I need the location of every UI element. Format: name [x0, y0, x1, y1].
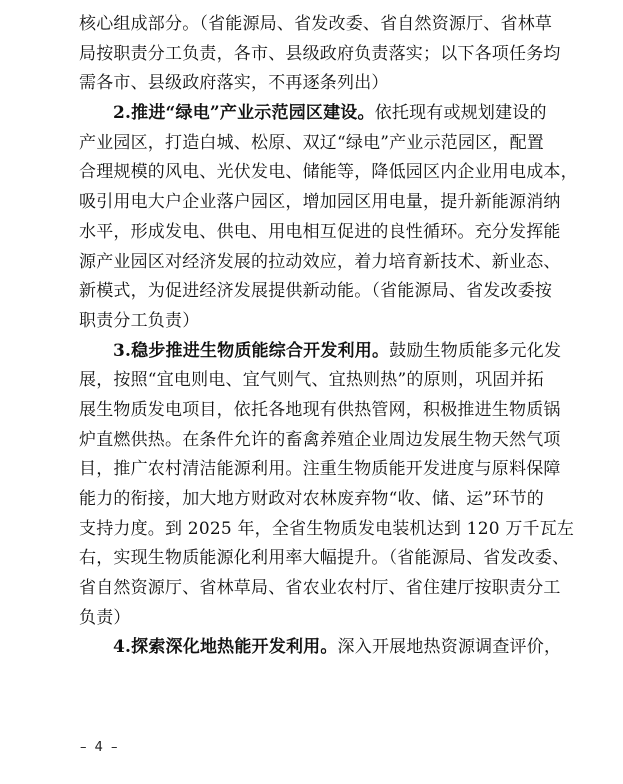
body-text: 合理规模的风电、光伏发电、储能等，降低园区内企业用电成本，: [79, 162, 578, 183]
text-line: [79, 485, 559, 515]
text-line: [79, 366, 559, 396]
text-line: [79, 10, 559, 40]
section-title: 3.稳步推进生物质能综合开发利用。: [113, 340, 390, 361]
body-text: 吸引用电大户企业落户园区，增加园区用电量，提升新能源消纳: [79, 192, 561, 213]
text-line: [79, 396, 559, 426]
document-page: [79, 10, 578, 663]
text-line: [79, 426, 559, 456]
body-text: 鼓励生物质能多元化发: [389, 340, 562, 361]
text-line: [79, 604, 559, 634]
body-text: 目，推广农村清洁能源利用。注重生物质能开发进度与原料保障: [79, 459, 561, 480]
body-text: 局按职责分工负责，各市、县级政府负责落实；以下各项任务均: [79, 43, 561, 64]
text-line: [79, 158, 578, 188]
body-text: 深入开展地热资源调查评价，: [337, 637, 562, 658]
body-text: 展生物质发电项目，依托各地现有供热管网，积极推进生物质锅: [79, 399, 561, 420]
body-text: 能力的衔接，加大地方财政对农林废弃物“收、储、运”环节的: [79, 489, 544, 509]
section-title: 2.推进“绿电”产业示范园区建设。: [113, 103, 375, 124]
page-number: – 4 –: [80, 740, 120, 755]
body-text: 支持力度。到 2025 年，全省生物质发电装机达到 120 万千瓦左: [79, 518, 575, 539]
body-text: 展，按照“宜电则电、宜气则气、宜热则热”的原则，巩固并拓: [79, 370, 544, 391]
text-line: [79, 218, 559, 248]
text-line: [79, 40, 559, 70]
body-text: 负责）: [79, 607, 131, 628]
body-text: 职责分工负责）: [79, 310, 200, 331]
text-line: [79, 307, 559, 337]
body-text: 产业园区，打造白城、松原、双辽“绿电”产业示范园区，配置: [79, 132, 544, 153]
text-line: [79, 129, 559, 159]
body-text: 右，实现生物质能源化利用率大幅提升。（省能源局、省发改委、: [79, 548, 570, 569]
body-text: 炉直燃供热。在条件允许的畜禽养殖企业周边发展生物天然气项: [79, 429, 561, 450]
body-text: 依托现有或规划建设的: [374, 103, 547, 124]
text-line: [79, 277, 559, 307]
text-line: [79, 248, 559, 278]
section-heading-line: [79, 633, 562, 663]
section-title: 4.探索深化地热能开发利用。: [113, 637, 338, 658]
section-heading-line: [79, 337, 562, 367]
body-text: 源产业园区对经济发展的拉动效应，着力培育新技术、新业态、: [79, 251, 561, 272]
text-line: [79, 574, 559, 604]
text-line: [79, 515, 575, 545]
text-line: [79, 544, 570, 574]
body-text: 水平，形成发电、供电、用电相互促进的良性循环。充分发挥能: [79, 221, 561, 242]
body-text: 省自然资源厅、省林草局、省农业农村厅、省住建厅按职责分工: [79, 578, 561, 599]
body-text: 核心组成部分。（省能源局、省发改委、省自然资源厅、省林草: [79, 14, 553, 34]
section-heading-line: [79, 99, 559, 129]
body-text: 需各市、县级政府落实，不再逐条列出）: [79, 73, 389, 94]
text-line: [79, 69, 559, 99]
text-line: [79, 455, 559, 485]
text-line: [79, 188, 559, 218]
body-text: 新模式，为促进经济发展提供新动能。（省能源局、省发改委按: [79, 281, 553, 302]
